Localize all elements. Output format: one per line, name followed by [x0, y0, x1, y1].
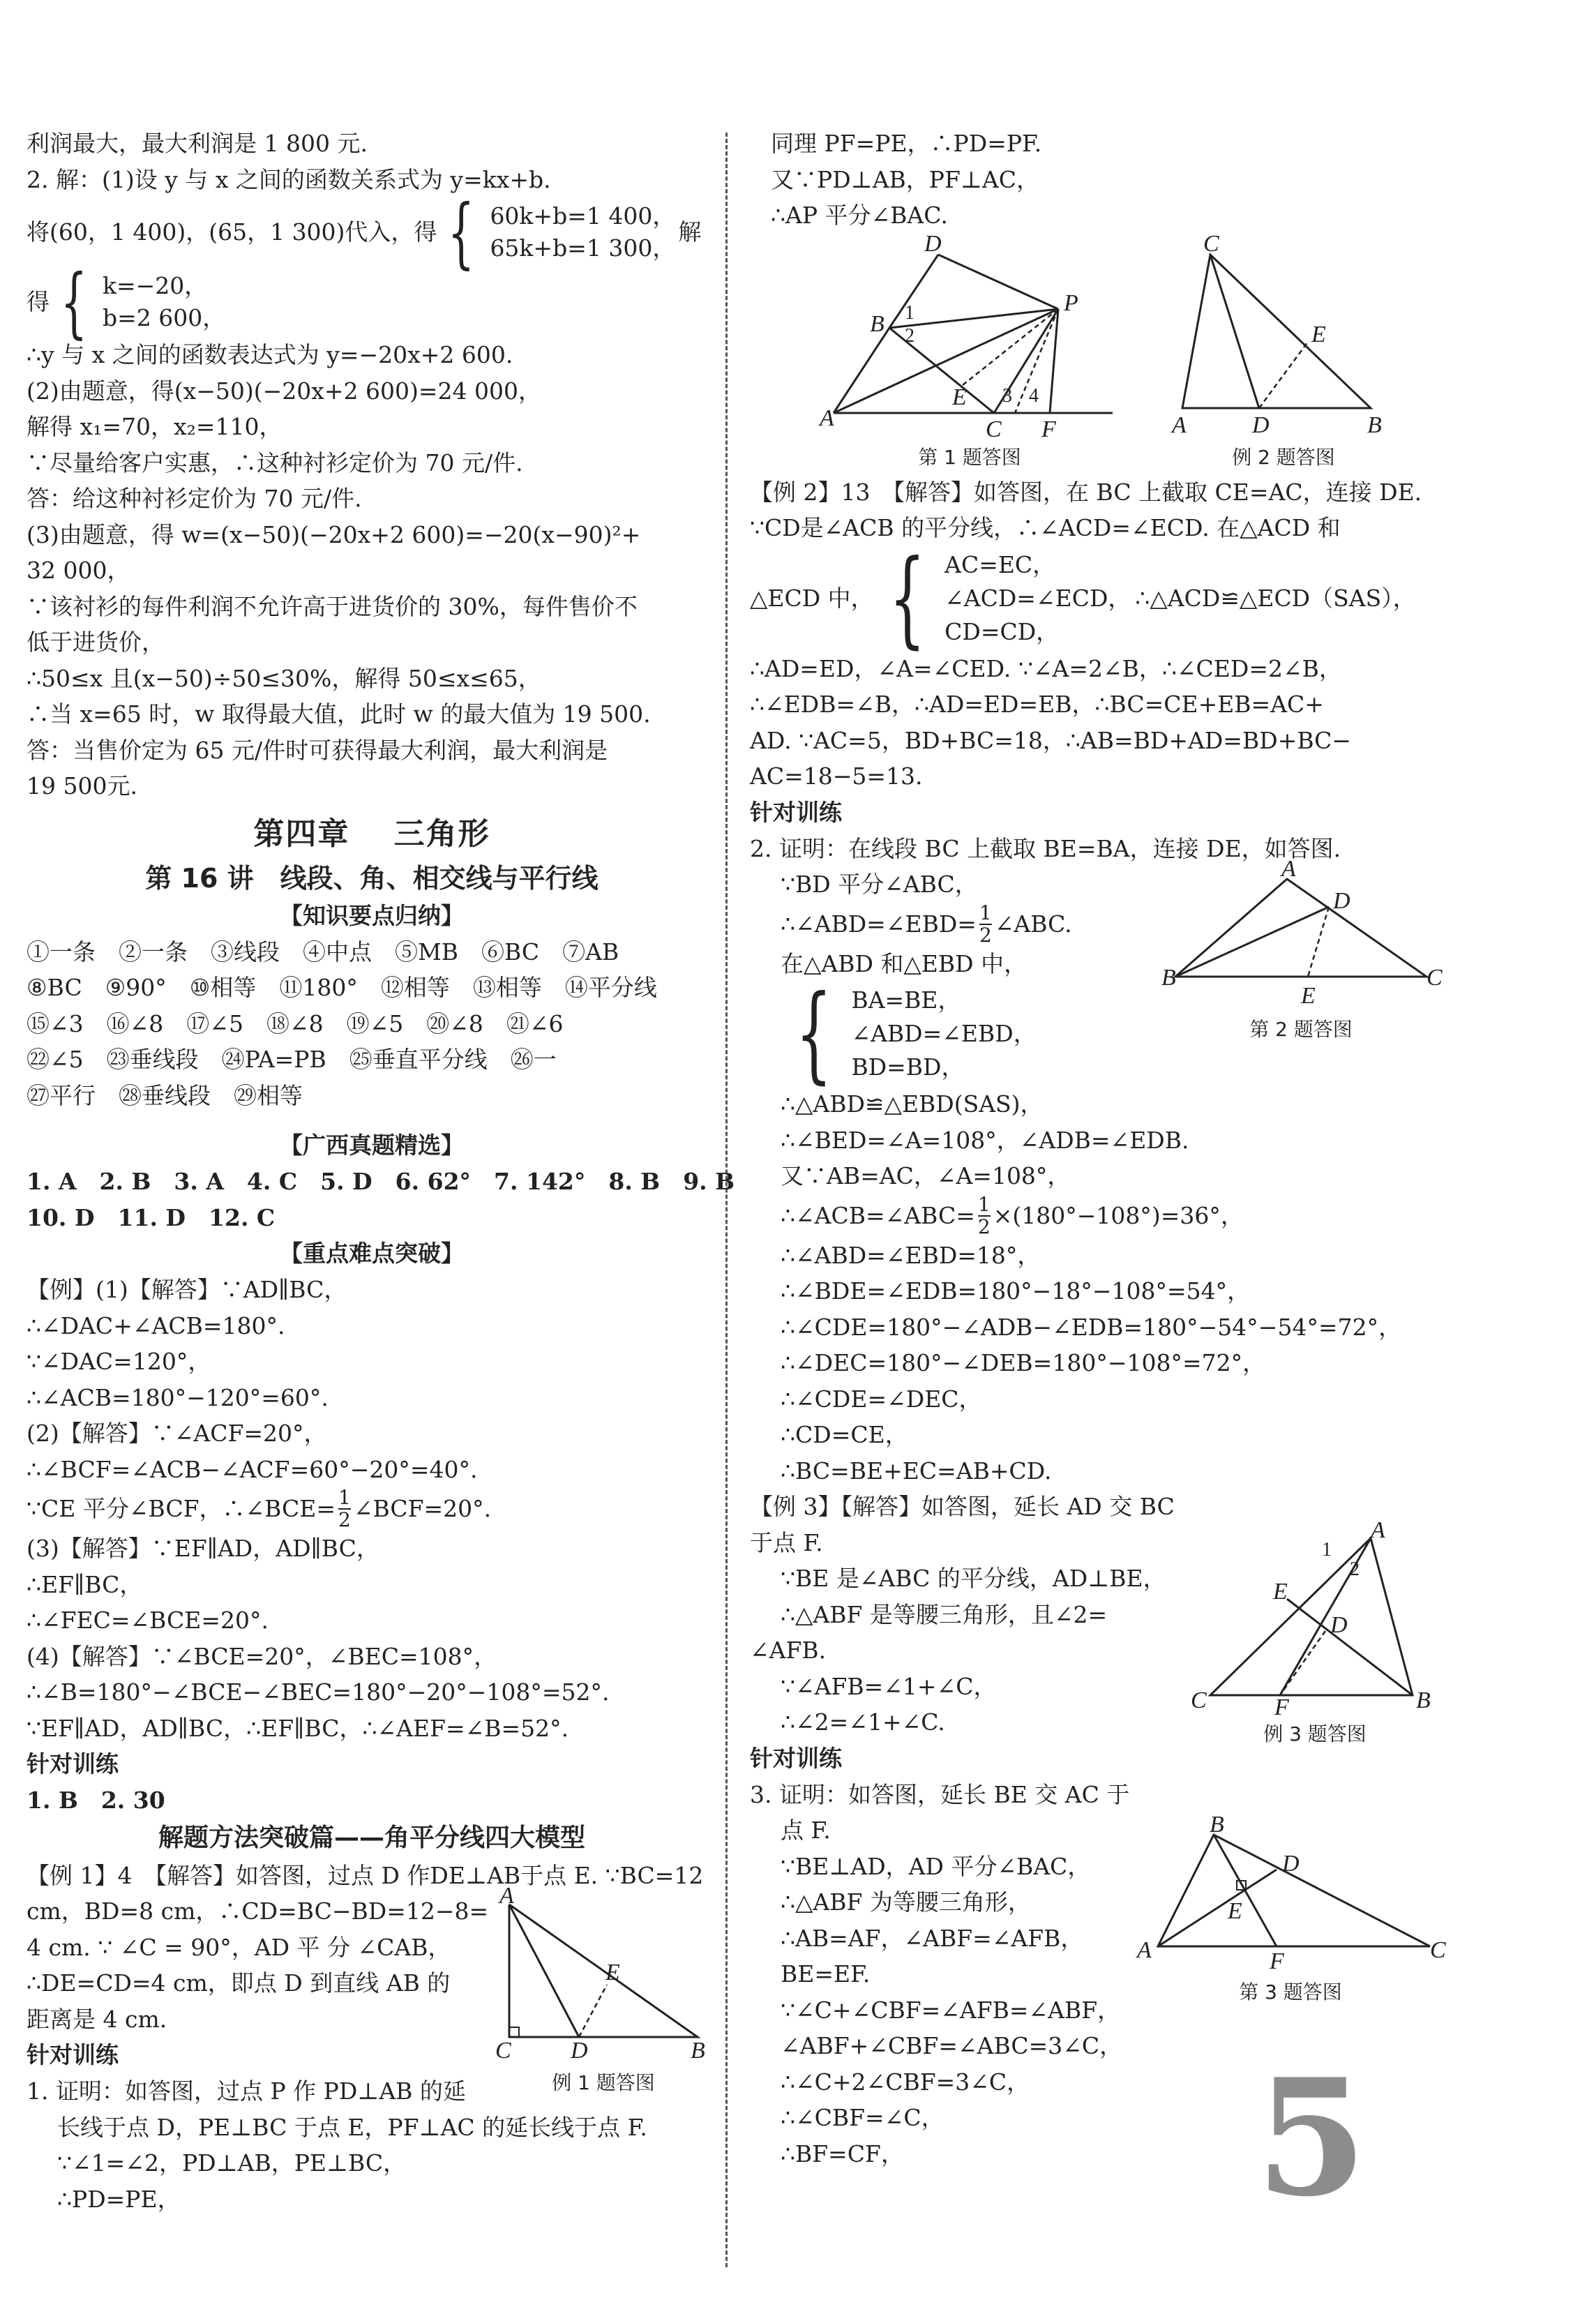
text-segment: ∴∠ABD=∠EBD= [781, 910, 977, 938]
solution-line: 【例 2】13 【解答】如答图，在 BC 上截取 CE=AC，连接 DE. [750, 478, 1422, 506]
proof-line: ∴PD=PE， [57, 2185, 181, 2213]
figure-problem-3 [1137, 1812, 1446, 2016]
text-segment: △ECD 中， [750, 584, 874, 612]
label-p: P [1064, 290, 1078, 316]
figure-caption: 例 2 题答图 [1232, 445, 1335, 469]
label-a: A [1371, 1517, 1385, 1543]
label-e: E [605, 1960, 620, 1985]
equation: k=−20， [103, 272, 208, 299]
proof-line: 长线于点 D，PE⊥BC 于点 E，PF⊥AC 的延长线于点 F. [57, 2113, 647, 2141]
solution-line: (4)【解答】∵∠BCE=20°，∠BEC=108°， [27, 1642, 497, 1670]
system-line [27, 188, 717, 277]
text-line: 2. 解：(1)设 y 与 x 之间的函数关系式为 y=kx+b. [27, 165, 551, 193]
figure-problem-2 [1161, 856, 1443, 1046]
answer-line: 10. D 11. D 12. C [27, 1203, 276, 1231]
lesson-title: 第 16 讲 线段、角、相交线与平行线 [145, 862, 598, 894]
solution-line: 4 cm. ∵ ∠C = 90°，AD 平 分 ∠CAB， [27, 1933, 451, 1961]
figure-problem-1 [820, 230, 1120, 474]
text-segment: ∴△ACD≌△ECD（SAS）， [1135, 584, 1416, 612]
label-b: B [1367, 412, 1382, 438]
label-d: D [1282, 1851, 1300, 1877]
training-heading: 针对训练 [27, 1750, 119, 1778]
solution-line: ∴EF∥BC， [27, 1570, 143, 1598]
answer-line: 1. A 2. B 3. A 4. C 5. D 6. 62° 7. 142° 8. B 9. B [27, 1168, 735, 1195]
label-angle-2: 2 [905, 324, 914, 347]
label-a: A [1281, 856, 1296, 882]
label-a: A [499, 1883, 514, 1909]
condition: AC=EC， [944, 550, 1056, 578]
proof-line: ∴∠ABD=∠EBD=18°， [781, 1241, 1041, 1269]
solution-line: (3)【解答】∵EF∥AD，AD∥BC， [27, 1535, 379, 1562]
label-d: D [1333, 888, 1350, 914]
text-line: 利润最大，最大利润是 1 800 元. [27, 130, 368, 157]
label-a: A [1172, 412, 1187, 438]
solution-line: 【例 1】4 【解答】如答图，过点 D 作DE⊥AB于点 E. ∵BC=12 [27, 1861, 704, 1889]
solution-line: ∵BE 是∠ABC 的平分线，AD⊥BE， [781, 1565, 1166, 1592]
solution-line: ∴∠2=∠1+∠C. [781, 1708, 945, 1736]
figure-row-1 [750, 230, 1454, 474]
text-line: 32 000， [27, 557, 130, 584]
label-b: B [1161, 965, 1176, 991]
label-d: D [571, 2038, 588, 2064]
text-segment: ∠BCF=20°. [353, 1495, 492, 1523]
label-angle-1: 1 [1322, 1539, 1332, 1561]
proof-line: ∴AB=AF，∠ABF=∠AFB， [781, 1924, 1084, 1952]
solution-line: ∴∠B=180°−∠BCE−∠BEC=180°−20°−108°=52°. [27, 1678, 610, 1706]
triangle-abc [509, 1904, 698, 2037]
solution-line: cm，BD=8 cm，∴CD=BC−BD=12−8= [27, 1898, 489, 1925]
triangle-diagram [1168, 230, 1399, 439]
label-d: D [1330, 1612, 1348, 1638]
proof-line: 又∵AB=AC，∠A=108°， [781, 1162, 1071, 1189]
label-f: F [1041, 416, 1056, 442]
label-b: B [1416, 1688, 1431, 1713]
figure-example-2 [1168, 230, 1399, 474]
text-segment: 解 [678, 218, 702, 246]
section-heading: 【广西真题精选】 [280, 1132, 464, 1159]
condition-system: { BA=BE， ∠ABD=∠EBD， BD=BD， [795, 973, 1037, 1095]
triangle-abc [1175, 879, 1426, 977]
label-f: F [1270, 1948, 1284, 1974]
text-segment: ∵CE 平分∠BCF，∴∠BCE= [27, 1495, 336, 1523]
proof-line: ∴AP 平分∠BAC. [771, 202, 948, 229]
figure-caption: 例 1 题答图 [552, 2071, 655, 2094]
solution-line [27, 1487, 717, 1531]
proof-line: ∴∠BDE=∠EDB=180°−18°−108°=54°， [781, 1277, 1251, 1305]
proof-line: ∴∠CDE=∠DEC， [781, 1385, 982, 1413]
solution-line: (2)【解答】∵∠ACF=20°， [27, 1420, 327, 1447]
condition: ∠ABD=∠EBD， [851, 1020, 1037, 1047]
label-c: C [1430, 1937, 1446, 1963]
fraction-half: $\frac{1}{2}$ [977, 1192, 991, 1238]
condition: ∠ACD=∠ECD， [944, 584, 1131, 612]
proof-line: ∴BC=BE+EC=AB+CD. [781, 1457, 1052, 1485]
knowledge-line: ⑧BC ⑨90° ⑩相等 ⑪180° ⑫相等 ⑬相等 ⑭平分线 [27, 974, 657, 1001]
chapter-title: 第四章 三角形 [253, 816, 490, 852]
label-a: A [820, 405, 834, 431]
solution-line: ∴∠BCF=∠ACB−∠ACF=60°−20°=40°. [27, 1455, 478, 1483]
solution-line: 【例】(1)【解答】∵AD∥BC， [27, 1276, 347, 1303]
equation: 60k+b=1 400， [490, 202, 676, 230]
angle-bisector-diagram [820, 230, 1120, 442]
text-line: 19 500元. [27, 772, 137, 799]
proof-line: ∵∠C+∠CBF=∠AFB=∠ABF， [781, 1996, 1121, 2024]
label-c: C [1191, 1688, 1207, 1713]
proof-line: 同理 PF=PE，∴PD=PF. [771, 130, 1042, 157]
label-a: A [1137, 1937, 1152, 1963]
text-line: ∴当 x=65 时，w 取得最大值，此时 w 的最大值为 19 500. [27, 700, 651, 728]
solution-line: ∵∠DAC=120°， [27, 1348, 211, 1375]
text-segment: 将(60，1 400)，(65，1 300)代入，得 [27, 218, 437, 246]
proof-line: ∵BD 平分∠ABC， [781, 871, 978, 898]
page-number: 5 [1256, 2044, 1368, 2232]
label-e: E [952, 384, 967, 410]
proof-line: ∴BF=CF， [781, 2140, 904, 2167]
system-line [27, 257, 717, 347]
proof-line: ∴∠C+2∠CBF=3∠C， [781, 2068, 1030, 2096]
system-line [750, 537, 1454, 659]
text-line: ∴50≤x 且(x−50)÷50≤30%，解得 50≤x≤65， [27, 664, 541, 692]
solution-line: ∵∠AFB=∠1+∠C， [781, 1672, 997, 1700]
text-line: 低于进货价， [27, 629, 165, 656]
segment-bd [1175, 907, 1329, 977]
training-heading: 针对训练 [750, 1744, 842, 1772]
label-d: D [924, 230, 942, 257]
proof-line: ∴△ABD≌△EBD(SAS)， [781, 1090, 1044, 1118]
right-angle-mark [509, 2027, 519, 2037]
text-line: 解得 x₁=70，x₂=110， [27, 413, 283, 440]
proof-line [750, 1194, 1454, 1238]
answer-line: 1. B 2. 30 [27, 1787, 165, 1814]
solution-line: ∴△ABF 是等腰三角形，且∠2= [781, 1600, 1108, 1628]
label-angle-3: 3 [1002, 384, 1012, 407]
solution-line: ∵CD是∠ACB 的平分线，∴∠ACD=∠ECD. 在△ACD 和 [750, 514, 1341, 541]
proof-line: 2. 证明：在线段 BC 上截取 BE=BA，连接 DE，如答图. [750, 834, 1341, 862]
figure-caption: 第 1 题答图 [918, 445, 1021, 469]
segment-bp [889, 309, 1058, 328]
equation: 65k+b=1 300， [490, 234, 676, 262]
triangle-diagram [488, 1883, 718, 2065]
proof-line: ∴∠DEC=180°−∠DEB=180°−108°=72°， [781, 1349, 1266, 1376]
label-e: E [1311, 321, 1326, 347]
proof-line: ∠ABF+∠CBF=∠ABC=3∠C， [781, 2032, 1123, 2059]
equation-system: { 60k+b=1 400， 65k+b=1 300， [448, 188, 676, 277]
solution-line: AD. ∵AC=5，BD+BC=18，∴AB=BD+AD=BD+BC− [750, 726, 1352, 754]
label-e: E [1301, 983, 1316, 1009]
training-heading: 针对训练 [750, 798, 842, 826]
solution-line: ∠AFB. [750, 1637, 827, 1664]
label-c: C [1426, 965, 1443, 991]
isosceles-triangle-diagram [1161, 856, 1443, 1012]
proof-line: 在△ABD 和△EBD 中， [781, 949, 1027, 977]
text-line: 答：当售价定为 65 元/件时可获得最大利润，最大利润是 [27, 736, 608, 764]
proof-line: ∴CD=CE， [781, 1421, 908, 1448]
text-segment: ∴∠ACB=∠ABC= [781, 1201, 975, 1229]
text-segment: 得 [27, 288, 50, 316]
label-e: E [1228, 1898, 1242, 1924]
label-d: D [1252, 412, 1270, 438]
proof-line: 3. 证明：如答图，延长 BE 交 AC 于 [750, 1780, 1130, 1808]
proof-line: ∴∠CDE=180°−∠ADB−∠EDB=180°−54°−54°=72°， [781, 1313, 1402, 1341]
text-segment: ∠ABC. [994, 910, 1072, 938]
proof-line: ∵BE⊥AD，AD 平分∠BAC， [781, 1852, 1091, 1880]
proof-line: ∴∠CBF=∠C， [781, 2104, 944, 2131]
equation: b=2 600， [103, 304, 226, 331]
condition-system: { AC=EC， ∠ACD=∠ECD， CD=CD， [889, 537, 1131, 659]
solution-line: ∴AD=ED，∠A=∠CED. ∵∠A=2∠B，∴∠CED=2∠B， [750, 654, 1342, 682]
solution-line: ∴∠ACB=180°−120°=60°. [27, 1383, 329, 1411]
figure-example-3 [1182, 1517, 1447, 1751]
segment-ad [1158, 1870, 1277, 1946]
proof-line: ∵∠1=∠2，PD⊥AB，PE⊥BC， [57, 2149, 407, 2177]
knowledge-line: ①一条 ②一条 ③线段 ④中点 ⑤MB ⑥BC ⑦AB [27, 938, 619, 965]
figure-caption: 例 3 题答图 [1263, 1722, 1367, 1745]
solution-line: AC=18−5=13. [750, 762, 923, 790]
proof-line: ∴△ABF 为等腰三角形， [781, 1888, 1031, 1916]
fraction-half: $\frac{1}{2}$ [979, 901, 992, 947]
knowledge-line: ㉒∠5 ㉓垂线段 ㉔PA=PB ㉕垂直平分线 ㉖一 [27, 1046, 557, 1073]
text-line: (3)由题意，得 w=(x−50)(−20x+2 600)=−20(x−90)²+ [27, 520, 641, 548]
solution-line: ∴∠EDB=∠B，∴AD=ED=EB，∴BC=CE+EB=AC+ [750, 691, 1324, 718]
label-c: C [495, 2038, 511, 2064]
label-angle-1: 1 [905, 301, 914, 324]
segment-de [1259, 342, 1308, 408]
solution-line: ∴DE=CD=4 cm，即点 D 到直线 AB 的 [27, 1969, 451, 1997]
knowledge-line: ⑮∠3 ⑯∠8 ⑰∠5 ⑱∠8 ⑲∠5 ⑳∠8 ㉑∠6 [27, 1009, 564, 1037]
section-heading: 【重点难点突破】 [280, 1240, 464, 1267]
knowledge-line: ㉗平行 ㉘垂线段 ㉙相等 [27, 1081, 303, 1109]
triangle-diagram [1182, 1517, 1447, 1720]
solution-line: ∵EF∥AD，AD∥BC，∴EF∥BC，∴∠AEF=∠B=52°. [27, 1714, 569, 1742]
segment-de [1308, 907, 1329, 977]
triangle-diagram [1137, 1812, 1446, 1974]
label-e: E [1273, 1579, 1288, 1605]
proof-line: ∴∠BED=∠A=108°，∠ADB=∠EDB. [781, 1126, 1189, 1154]
figure-example-1 [488, 1883, 718, 2094]
figure-caption: 第 2 题答图 [1249, 1018, 1353, 1041]
segment-df [1280, 1631, 1325, 1695]
method-title: 解题方法突破篇——角平分线四大模型 [158, 1823, 585, 1852]
column-divider [725, 133, 728, 2267]
fraction-half: $\frac{1}{2}$ [338, 1486, 351, 1531]
condition: CD=CD， [944, 617, 1060, 645]
training-heading: 针对训练 [27, 2041, 119, 2068]
text-line: ∵尽量给客户实惠，∴这种衬衫定价为 70 元/件. [27, 449, 523, 476]
segment-be [1287, 1599, 1413, 1695]
equation-system: { k=−20， b=2 600， [60, 257, 226, 347]
label-f: F [1274, 1694, 1289, 1720]
solution-line: 【例 3】【解答】如答图，延长 AD 交 BC [750, 1493, 1175, 1520]
solution-line: ∴∠FEC=∠BCE=20°. [27, 1607, 269, 1634]
solution-line: 于点 F. [750, 1528, 823, 1556]
label-b: B [691, 2038, 705, 2064]
condition: BD=BD， [851, 1053, 965, 1081]
label-c: C [986, 416, 1002, 442]
segment-dp [938, 255, 1058, 309]
label-angle-2: 2 [1350, 1558, 1360, 1580]
proof-line: 1. 证明：如答图，过点 P 作 PD⊥AB 的延 [27, 2077, 466, 2105]
text-segment: ×(180°−108°)=36°， [993, 1201, 1244, 1229]
label-angle-4: 4 [1029, 384, 1039, 407]
label-b: B [1210, 1812, 1224, 1838]
label-c: C [1203, 230, 1219, 257]
text-line: ∴y 与 x 之间的函数表达式为 y=−20x+2 600. [27, 341, 513, 368]
proof-line: BE=EF. [781, 1960, 871, 1987]
solution-line: ∴∠DAC+∠ACB=180°. [27, 1312, 285, 1339]
segment-ad [509, 1904, 579, 2037]
proof-line: 又∵PD⊥AB，PF⊥AC， [771, 165, 1039, 193]
condition: BA=BE， [851, 986, 961, 1014]
figure-caption: 第 3 题答图 [1239, 1981, 1342, 2004]
text-line: ∵该衬衫的每件利润不允许高于进货价的 30%，每件售价不 [27, 592, 638, 620]
proof-line: 点 F. [781, 1817, 831, 1844]
text-line: 答：给这种衬衫定价为 70 元/件. [27, 485, 362, 512]
label-b: B [870, 310, 884, 337]
section-heading: 【知识要点归纳】 [280, 901, 464, 929]
solution-line: 距离是 4 cm. [27, 2005, 167, 2033]
segment-de [579, 1985, 607, 2037]
text-line: (2)由题意，得(x−50)(−20x+2 600)=24 000， [27, 377, 541, 405]
